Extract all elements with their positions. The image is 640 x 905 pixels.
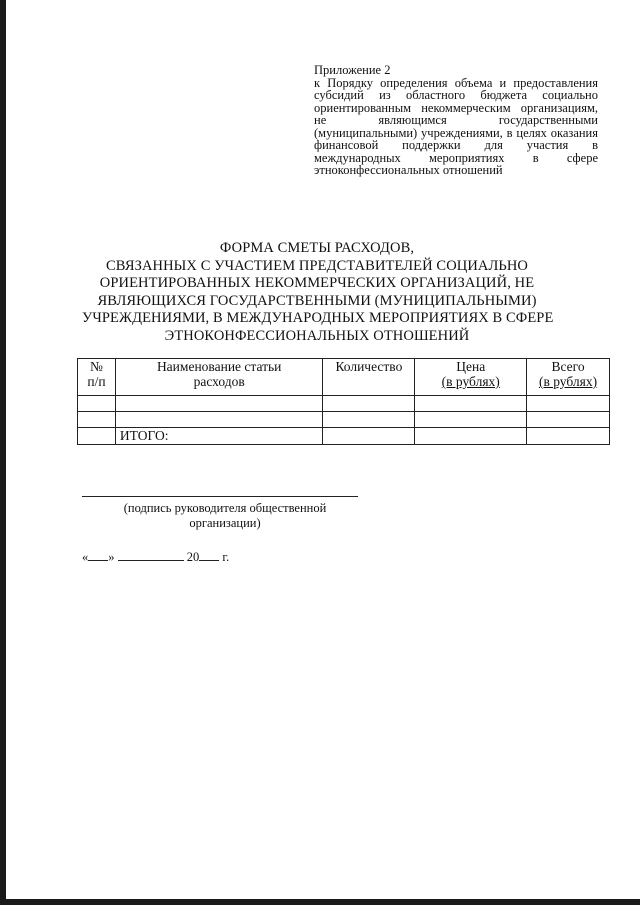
- cell: [78, 428, 116, 445]
- header-quantity: Количество: [323, 359, 415, 396]
- table-total-row: [78, 428, 610, 445]
- day-blank[interactable]: [88, 549, 108, 561]
- title-line: ЯВЛЯЮЩИХСЯ ГОСУДАРСТВЕННЫМИ (МУНИЦИПАЛЬНЫМИ): [97, 292, 537, 309]
- cell[interactable]: [78, 396, 116, 412]
- expense-table: [77, 358, 610, 445]
- close-quote: »: [108, 550, 115, 564]
- month-blank[interactable]: [118, 549, 184, 561]
- appendix-number: Приложение 2: [314, 63, 391, 77]
- cell[interactable]: [527, 396, 610, 412]
- cell[interactable]: [527, 412, 610, 428]
- title-line: СВЯЗАННЫХ С УЧАСТИЕМ ПРЕДСТАВИТЕЛЕЙ СОЦИАЛЬНО: [106, 257, 528, 274]
- header-item-name: Наименование статьи расходов: [115, 359, 323, 396]
- date-field: [82, 549, 229, 565]
- cell[interactable]: [415, 412, 527, 428]
- title-line: ЭТНОКОНФЕССИОНАЛЬНЫХ ОТНОШЕНИЙ: [164, 327, 470, 344]
- total-label: ИТОГО:: [115, 428, 323, 445]
- cell[interactable]: [323, 428, 415, 445]
- table-header-row: [78, 359, 610, 396]
- cell[interactable]: [78, 412, 116, 428]
- year-suffix: г.: [222, 550, 230, 564]
- scan-border-left: [0, 0, 6, 905]
- cell[interactable]: [415, 428, 527, 445]
- cell[interactable]: [115, 396, 323, 412]
- header-total: Всего (в рублях): [527, 359, 610, 396]
- cell[interactable]: [323, 412, 415, 428]
- year-blank[interactable]: [199, 549, 219, 561]
- scan-border-bottom: [0, 899, 640, 905]
- appendix-text: к Порядку определения объема и предоставления субсидий из областного бюджета социально ориентированным некоммерческим организациям, не являющимся государственными (муниципальными) учреждениями, в целях оказания финансовой поддержки для участия в международных мероприятиях в сфере этноконфессиональных отношений: [314, 75, 598, 177]
- title-line: ФОРМА СМЕТЫ РАСХОДОВ,: [219, 240, 415, 256]
- table-row: [78, 396, 610, 412]
- signature-caption: (подпись руководителя общественной организации): [123, 501, 327, 530]
- header-price: Цена (в рублях): [415, 359, 527, 396]
- open-quote: «: [82, 550, 89, 564]
- cell[interactable]: [115, 412, 323, 428]
- year-prefix: 20: [186, 550, 200, 564]
- cell[interactable]: [323, 396, 415, 412]
- title-line: ОРИЕНТИРОВАННЫХ НЕКОММЕРЧЕСКИХ ОРГАНИЗАЦИЙ, НЕ: [99, 275, 535, 291]
- signature-line[interactable]: [82, 496, 358, 497]
- cell[interactable]: [527, 428, 610, 445]
- cell[interactable]: [415, 396, 527, 412]
- header-num: № п/п: [78, 359, 116, 396]
- document-title: [82, 240, 552, 345]
- title-line: УЧРЕЖДЕНИЯМИ, В МЕЖДУНАРОДНЫХ МЕРОПРИЯТИЯХ В СФЕРЕ: [82, 310, 554, 326]
- appendix-note: [314, 64, 598, 177]
- table-row: [78, 412, 610, 428]
